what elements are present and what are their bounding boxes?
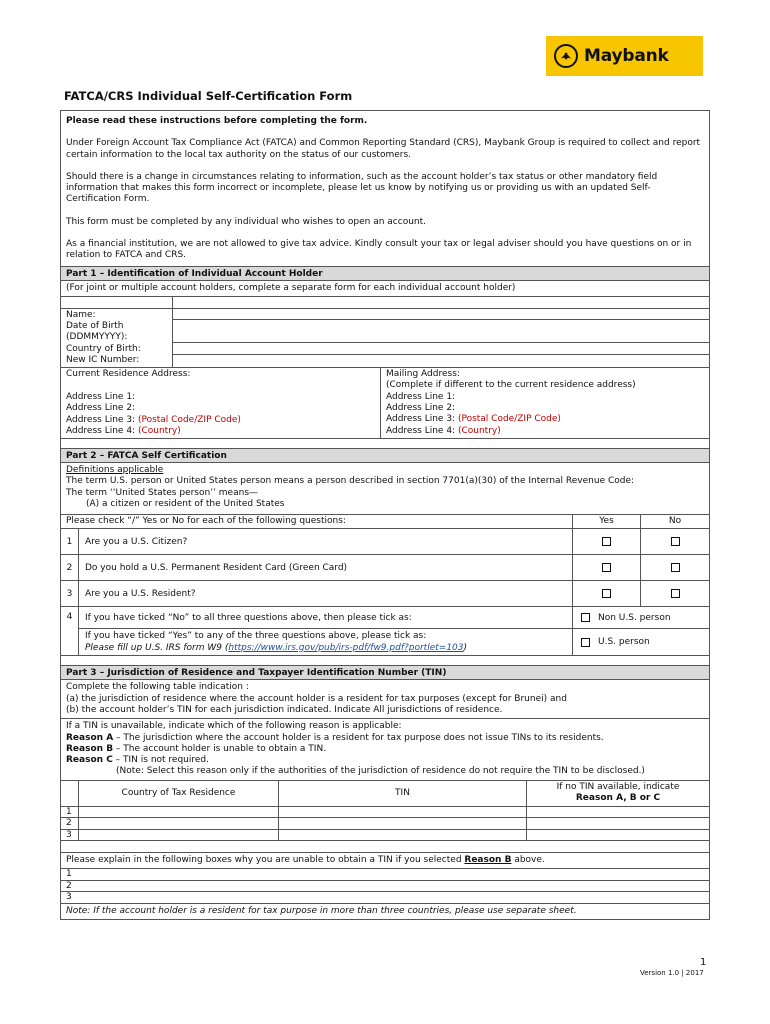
reason-c-text: – TIN is not required. — [112, 755, 209, 766]
definition-2: The term ‘‘United States person’’ means— — [66, 487, 259, 498]
reason-b-label: Reason B — [66, 743, 114, 754]
part1-note: (For joint or multiple account holders, complete a separate form for each individual account holder) — [61, 281, 709, 297]
explain-row[interactable] — [61, 881, 709, 893]
reason-column-line2: Reason A, B or C — [575, 793, 661, 803]
instructions-p3: This form must be completed by any individual who wishes to open an account. — [66, 216, 426, 227]
current-address[interactable] — [61, 368, 381, 438]
part3-note: Note: If the account holder is a resident for tax purpose in more than three countries, please use separate sheet. — [66, 905, 577, 916]
explain-pre: Please explain in the following boxes why you are unable to obtain a TIN if you selected — [66, 855, 465, 866]
mailing-line2: Address Line 2: — [386, 403, 456, 414]
explain-row[interactable] — [61, 869, 709, 881]
mailing-line3: Address Line 3: — [386, 414, 456, 425]
q2-no-checkbox[interactable] — [671, 563, 680, 572]
part3-instructions — [61, 680, 709, 719]
row-number: 3 — [66, 892, 72, 903]
question-number: 1 — [61, 529, 79, 554]
mailing-address[interactable] — [381, 368, 709, 438]
mailing-address-title: Mailing Address: — [386, 369, 460, 380]
ic-number-field[interactable] — [173, 355, 709, 367]
row-number: 2 — [61, 818, 79, 829]
part2-section — [61, 449, 709, 656]
non-us-person-label: Non U.S. person — [598, 612, 671, 623]
question-number: 3 — [61, 581, 79, 606]
q2-yes-checkbox[interactable] — [602, 563, 611, 572]
reason-a-label: Reason A — [66, 732, 114, 743]
reason-cell[interactable] — [527, 807, 709, 818]
country-of-birth-field[interactable] — [173, 343, 709, 355]
question-row-1 — [61, 529, 709, 555]
ic-number-label: New IC Number: — [66, 354, 140, 365]
reason-c-note: (Note: Select this reason only if the authorities of the jurisdiction of residence do not require the TIN to be disclosed.) — [116, 766, 645, 777]
tin-column-header: TIN — [279, 781, 527, 806]
q5-text1: If you have ticked “Yes” to any of the three questions above, please tick as: — [85, 631, 427, 642]
table-row — [61, 807, 709, 819]
dob-field[interactable] — [173, 320, 709, 343]
definition-1: The term U.S. person or United States person means a person described in section 7701(a)(30) of the Internal Revenue Code: — [66, 476, 635, 487]
identity-grid — [61, 309, 709, 368]
current-line4-hint: (Country) — [137, 425, 181, 436]
mailing-line1: Address Line 1: — [386, 391, 456, 402]
reason-a-text: – The jurisdiction where the account holder is a resident for tax purpose does not issue TINs to its residents. — [113, 732, 604, 743]
definitions-title: Definitions applicable — [66, 465, 164, 476]
q1-yes-checkbox[interactable] — [602, 537, 611, 546]
check-header — [61, 515, 709, 529]
instructions-p4: As a financial institution, we are not allowed to give tax advice. Kindly consult your tax or legal adviser should you have questions on or in relation to FATCA and CRS. — [66, 239, 692, 261]
current-line3-hint: (Postal Code/ZIP Code) — [137, 414, 241, 425]
part3-heading: Part 3 – Jurisdiction of Residence and Taxpayer Identification Number (TIN) — [61, 666, 709, 680]
country-column-header: Country of Tax Residence — [79, 781, 279, 806]
reason-column-header — [527, 781, 709, 806]
part2-heading: Part 2 – FATCA Self Certification — [61, 449, 709, 463]
mailing-line3-hint: (Postal Code/ZIP Code) — [457, 414, 561, 425]
part3-instr2: (a) the jurisdiction of residence where the account holder is a resident for tax purposes (except for Brunei) and — [66, 693, 567, 704]
tin-table-header — [61, 781, 709, 807]
country-cell[interactable] — [79, 818, 279, 829]
part1-heading: Part 1 – Identification of Individual Account Holder — [61, 267, 709, 281]
tin-cell[interactable] — [279, 818, 527, 829]
explain-row[interactable] — [61, 892, 709, 904]
name-field[interactable] — [173, 309, 709, 321]
instructions-heading: Please read these instructions before completing the form. — [66, 116, 368, 126]
row-number: 1 — [61, 807, 79, 818]
question-number: 4 — [61, 607, 79, 655]
dob-label: Date of Birth (DDMMYYYY): — [66, 320, 128, 343]
question-text: Are you a U.S. Resident? — [79, 581, 573, 606]
table-row — [61, 830, 709, 842]
instructions-p1: Under Foreign Account Tax Compliance Act (FATCA) and Common Reporting Standard (CRS), Maybank Group is required to collect and report certain information to the local tax authority on the status of our customers. — [66, 138, 701, 160]
q5-text3: ) — [463, 642, 468, 653]
mailing-line4: Address Line 4: — [386, 425, 456, 436]
reason-cell[interactable] — [527, 830, 709, 841]
q5-text2: Please fill up U.S. IRS form W9 ( — [85, 642, 229, 653]
reasons-block — [61, 719, 709, 780]
non-us-person-checkbox[interactable] — [581, 613, 590, 622]
form-title: FATCA/CRS Individual Self-Certification Form — [64, 89, 353, 103]
form-frame — [60, 110, 710, 920]
instructions-p2: Should there is a change in circumstances relating to information, such as the account holder’s tax status or other mandatory field information that makes this form incorrect or incomplete, please let us know by notifying us or providing us with an updated Self-Certification Form. — [66, 171, 658, 205]
us-person-checkbox[interactable] — [581, 638, 590, 647]
part3-instr3: (b) the account holder’s TIN for each jurisdiction indicated. Indicate All jurisdictions of residence. — [66, 704, 503, 715]
country-cell[interactable] — [79, 807, 279, 818]
page-number: 1 — [700, 957, 707, 968]
yes-header: Yes — [573, 515, 641, 528]
question-row-3 — [61, 581, 709, 607]
row-number: 3 — [61, 830, 79, 841]
reason-cell[interactable] — [527, 818, 709, 829]
check-instructions: Please check “/” Yes or No for each of the following questions: — [61, 515, 573, 528]
identity-fields — [173, 309, 709, 367]
reason-column-line1: If no TIN available, indicate — [556, 781, 680, 792]
country-cell[interactable] — [79, 830, 279, 841]
no-header: No — [668, 516, 682, 527]
definitions-block — [61, 463, 709, 515]
mailing-line4-hint: (Country) — [457, 425, 501, 436]
part3-instr1: Complete the following table indication : — [66, 682, 249, 693]
q1-no-checkbox[interactable] — [671, 537, 680, 546]
row-number: 1 — [66, 869, 72, 880]
reason-b-text: – The account holder is unable to obtain a TIN. — [113, 743, 327, 754]
address-grid — [61, 368, 709, 438]
question-text: Do you hold a U.S. Permanent Resident Card (Green Card) — [79, 555, 573, 580]
part3-section — [61, 666, 709, 918]
country-of-birth-label: Country of Birth: — [66, 343, 141, 354]
current-line1: Address Line 1: — [66, 391, 136, 402]
version-label: Version 1.0 | 2017 — [640, 969, 704, 977]
part1-section — [61, 267, 709, 439]
us-person-label: U.S. person — [598, 637, 650, 648]
question-row-4 — [61, 607, 709, 655]
question-text: Are you a U.S. Citizen? — [79, 529, 573, 554]
current-line4: Address Line 4: — [66, 425, 136, 436]
maybank-logo — [546, 36, 703, 76]
explain-instruction — [61, 853, 709, 869]
identity-labels — [61, 309, 173, 367]
question-row-2 — [61, 555, 709, 581]
current-line2: Address Line 2: — [66, 403, 136, 414]
mailing-address-subtitle: (Complete if different to the current residence address) — [386, 380, 636, 391]
tin-cell[interactable] — [279, 830, 527, 841]
question-number: 2 — [61, 555, 79, 580]
tin-cell[interactable] — [279, 807, 527, 818]
explain-post: above. — [511, 855, 545, 866]
name-label: Name: — [66, 309, 96, 320]
row-number: 2 — [66, 880, 72, 891]
q3-no-checkbox[interactable] — [671, 589, 680, 598]
explain-reason-b: Reason B — [464, 855, 512, 866]
brand-name: Maybank — [584, 46, 669, 66]
reason-c-label: Reason C — [66, 755, 113, 766]
q3-yes-checkbox[interactable] — [602, 589, 611, 598]
reason-intro: If a TIN is unavailable, indicate which of the following reason is applicable: — [66, 721, 402, 732]
q4-text: If you have ticked “No” to all three questions above, then please tick as: — [79, 607, 572, 629]
tiger-head-icon — [554, 44, 578, 68]
instructions-section — [61, 111, 709, 267]
irs-w9-link[interactable]: https://www.irs.gov/pub/irs-pdf/fw9.pdf?portlet=103 — [228, 642, 464, 653]
definition-3: (A) a citizen or resident of the United States — [86, 499, 285, 510]
current-address-title: Current Residence Address: — [66, 369, 191, 380]
table-row — [61, 818, 709, 830]
current-line3: Address Line 3: — [66, 414, 136, 425]
